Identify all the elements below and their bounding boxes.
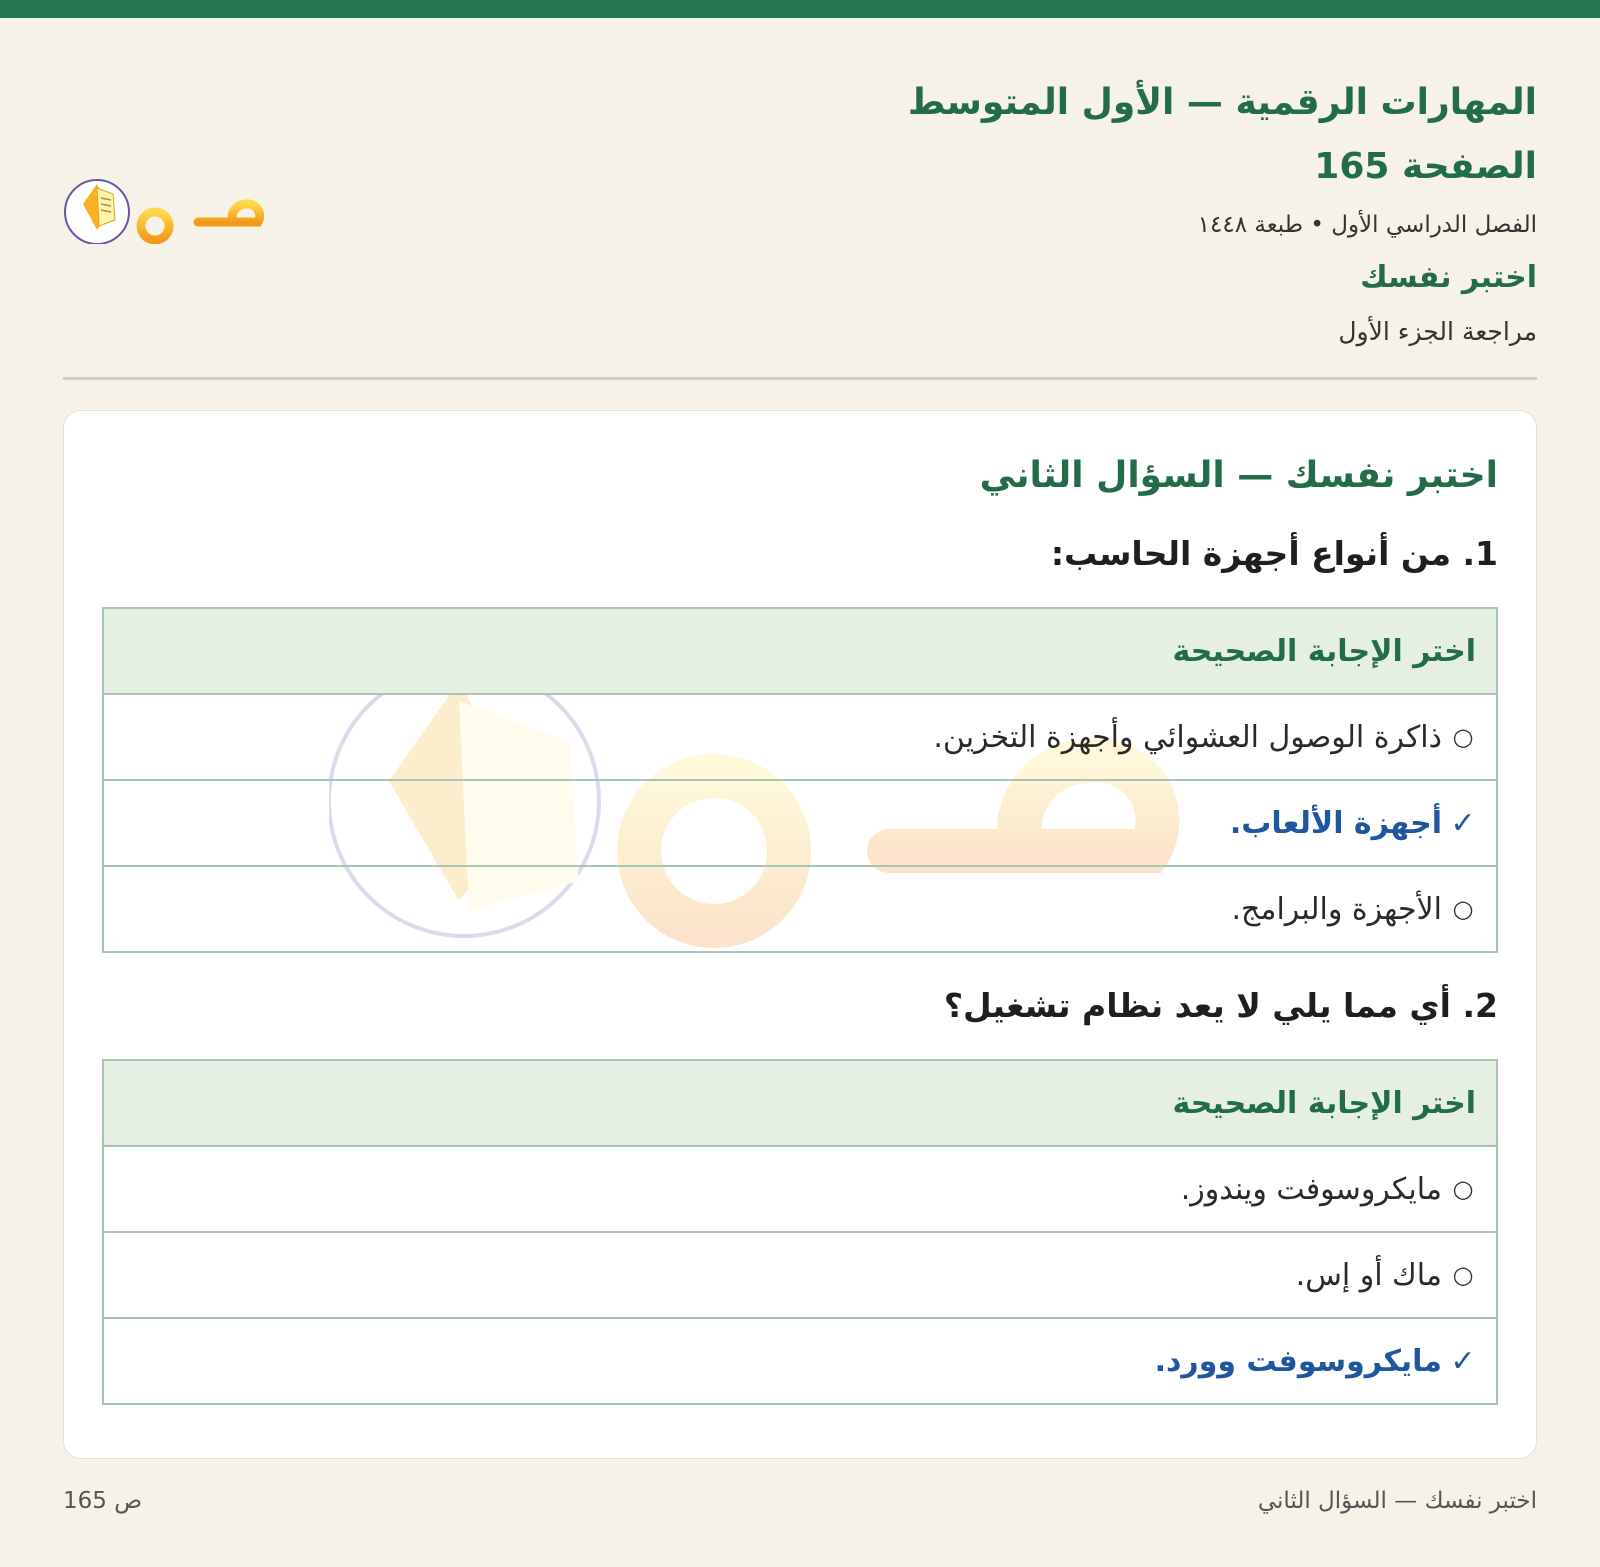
question-2: 2. أي مما يلي لا يعد نظام تشغيل؟ <box>943 986 1498 1025</box>
header-divider <box>63 377 1537 380</box>
option-label: مايكروسوفت ويندوز. <box>1180 1171 1442 1207</box>
subject-title: المهارات الرقمية — الأول المتوسط <box>907 82 1537 123</box>
option-label: ماك أو إس. <box>1295 1257 1442 1293</box>
q1-option-1[interactable] <box>104 695 1496 781</box>
checkmark-icon: ✓ <box>1450 1343 1476 1379</box>
option-label: أجهزة الألعاب. <box>1229 805 1442 841</box>
book-icon <box>65 180 129 244</box>
question-1: 1. من أنواع أجهزة الحاسب: <box>1050 534 1498 573</box>
question-card <box>63 410 1537 1459</box>
term-edition: الفصل الدراسي الأول • طبعة ١٤٤٨ <box>1197 212 1537 238</box>
hulul-logo <box>63 164 283 244</box>
option-label: ذاكرة الوصول العشوائي وأجهزة التخزين. <box>933 719 1442 755</box>
top-accent-bar <box>0 0 1600 18</box>
page-footer <box>63 1488 1537 1524</box>
page-header <box>63 78 1537 378</box>
section-subtitle: مراجعة الجزء الأول <box>1338 317 1537 346</box>
q2-option-1[interactable] <box>104 1147 1496 1233</box>
page-title: الصفحة 165 <box>1314 146 1537 187</box>
options-header: اختر الإجابة الصحيحة <box>104 609 1496 695</box>
section-title: اختبر نفسك <box>1360 260 1537 295</box>
radio-circle-icon: ○ <box>1452 895 1474 923</box>
card-content <box>102 451 1498 1405</box>
option-label: مايكروسوفت وورد. <box>1154 1343 1442 1379</box>
option-label: الأجهزة والبرامج. <box>1231 891 1442 927</box>
checkmark-icon: ✓ <box>1450 805 1476 841</box>
card-title: اختبر نفسك — السؤال الثاني <box>979 455 1498 496</box>
logo-wordmark <box>141 178 260 240</box>
radio-circle-icon: ○ <box>1452 1261 1474 1289</box>
footer-page-number: ص 165 <box>63 1488 143 1514</box>
question-2-options <box>102 1059 1498 1405</box>
q1-option-2-correct[interactable] <box>104 781 1496 867</box>
q2-option-2[interactable] <box>104 1233 1496 1319</box>
radio-circle-icon: ○ <box>1452 723 1474 751</box>
options-header: اختر الإجابة الصحيحة <box>104 1061 1496 1147</box>
q2-option-3-correct[interactable] <box>104 1319 1496 1403</box>
q1-option-3[interactable] <box>104 867 1496 951</box>
footer-section-label: اختبر نفسك — السؤال الثاني <box>1257 1488 1537 1514</box>
radio-circle-icon: ○ <box>1452 1175 1474 1203</box>
question-1-options <box>102 607 1498 953</box>
header-text <box>908 78 1537 350</box>
